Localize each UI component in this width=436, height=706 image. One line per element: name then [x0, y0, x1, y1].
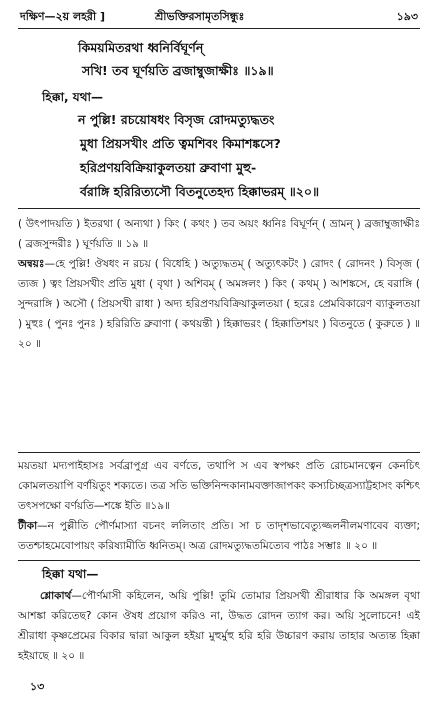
verse-20-line-3: হরিপ্রণয়বিক্রিয়াকুলতয়া ব্রুবাণা মুহু- [80, 160, 257, 175]
page-header [20, 8, 418, 26]
tika-text: —ন পুল্লীতি পৌর্ণমাস্যা বচনং ললিতাং প্রতি। সা চ তাদৃশভাবেত্যুজ্জলনীলমণাবেব ব্যক্তা; ততশ্চাহমেবোপায়ং করিষ্যামীতি ধ্বনিতম্। অত্র রোদমত্যুদ্ধতমিত্যেব পাঠঃ সম্ভাঃ ॥ ২০ ॥ [18, 520, 420, 552]
gloss-paragraph-1: ( উৎপাদয়তি ) ইতরথা ( অন্যথা ) কিং ( কথং ) তব অয়ং ধ্বনিঃ বিঘূর্ণন্ ( ভ্রামন্ ) ব্রজাম্বুজাক্ষীঃ ( ব্রজসুন্দরীঃ ) ঘূর্ণয়তি ॥ ১৯ ॥ [18, 218, 420, 250]
verse-20-line-1: ন পুল্লি! রচয়োষধং বিসৃজ রোদমত্যুদ্ধতং [78, 112, 275, 127]
tika-paragraph [18, 516, 420, 556]
anvaya-label: অন্বয়ঃ [18, 258, 45, 270]
gloss-block [18, 214, 420, 354]
page-number: ১৯৩ [396, 10, 418, 23]
commentary-paragraph: ময়তয়া মদ্যপাইহাসঃ সর্বব্রাপুগ্র এব বর্ণতে, তথাপি স এব স্বপক্ষং প্রতি রোচমানত্বেন কেনচিৎ কোমলতয়াপি বর্ণয়িতুং শক্যতে। তত্র সতি ভক্তিনিন্দকানামবক্তাজাপকং কস্যচিচ্ছত্রস্যাট্টহাসং কশ্চিৎ তৎসপক্ষো বর্ণয়তি—শঙ্কে ইতি ॥১৯॥ [18, 460, 420, 512]
commentary-block [18, 456, 420, 556]
translation-block [18, 586, 420, 666]
verse-20-line-4: র্বরাঙ্গি হরিরিত্যসৌ বিতনুতেহদ্য হিক্কাভরম্ ॥২০॥ [80, 184, 320, 199]
gloss-rule [18, 208, 420, 209]
anvaya-text: —হে পুল্লি! ঔষধং ন রচয় ( বিধেহি ) অত্যুদ্ধতম্ ( অত্যুৎকটং ) রোদং ( রোদনং ) বিসৃজ ( ত্যজ ) ত্বং প্রিয়সখীং প্রতি মুধা ( বৃথা ) অশিবম্ ( অমঙ্গলং ) কিং ( কথম্ ) আশঙ্কসে, হে বরাঙ্গি ( সুন্দরাঙ্গি ) অসৌ ( প্রিয়সখী রাধা ) অদ্য হরিপ্রণয়বিক্রিয়াকুলতয়া ( হরেঃ প্রেমবিকারেণ ব্যাকুলতয়া ) মুহুঃ ( পুনঃ পুনঃ ) হরিরিতি ব্রুবাণা ( কথয়ন্তী ) হিক্কাভরং ( হিক্কাতিশয়ং ) বিতনুতে ( কুরুতে ) ॥ ২০ ॥ [18, 258, 420, 350]
tika-label: টীকা [18, 520, 38, 532]
commentary-rule [18, 452, 420, 453]
verse-19-line-1: কিময়মিতরথা ধ্বনির্বিঘূর্ণন্ [78, 40, 204, 55]
chapter-label: দক্ষিণ—২য় লহরী ] [20, 10, 105, 23]
translation-rule [18, 560, 420, 561]
verse-19-line-2: সখি! তব ঘূর্ণয়তি ব্রজাম্বুজাক্ষীঃ ॥১৯॥ [82, 63, 274, 78]
translation-text: —পৌর্ণমাসী কহিলেন, অয়ি পুল্লি! তুমি তোমার প্রিয়সখী শ্রীরাধার কি অমঙ্গল বৃথা আশঙ্কা করিতেছ? কোন ঔষধ প্রয়োগ করিও না, উদ্ধত রোদন ত্যাগ কর। অয়ি সুলোচনে! এই শ্রীরাধা কৃষ্ণপ্রেমের বিকার দ্বারা আকুল হইয়া মুহুর্মুহু হরি হরি উচ্চারণ করায় তাহার অত্যন্ত হিক্কা হইয়াছে ॥ ২০ ॥ [18, 590, 420, 662]
slokartha-label: শ্লোকার্থ [40, 590, 72, 602]
anvaya-paragraph [18, 254, 420, 354]
translation-paragraph [18, 586, 420, 666]
translation-label: হিক্কা যথা— [42, 567, 99, 581]
header-rule [18, 28, 420, 29]
hikka-label: হিক্কা, যথা— [42, 90, 103, 104]
signature-mark: ১৩ [30, 680, 45, 693]
verse-20-line-2: মুধা প্রিয়সখীং প্রতি ত্বমশিবং কিমাশঙ্কসে? [80, 136, 281, 151]
book-title: শ্রীভক্তিরসামৃতসিন্ধুঃ [155, 10, 245, 23]
